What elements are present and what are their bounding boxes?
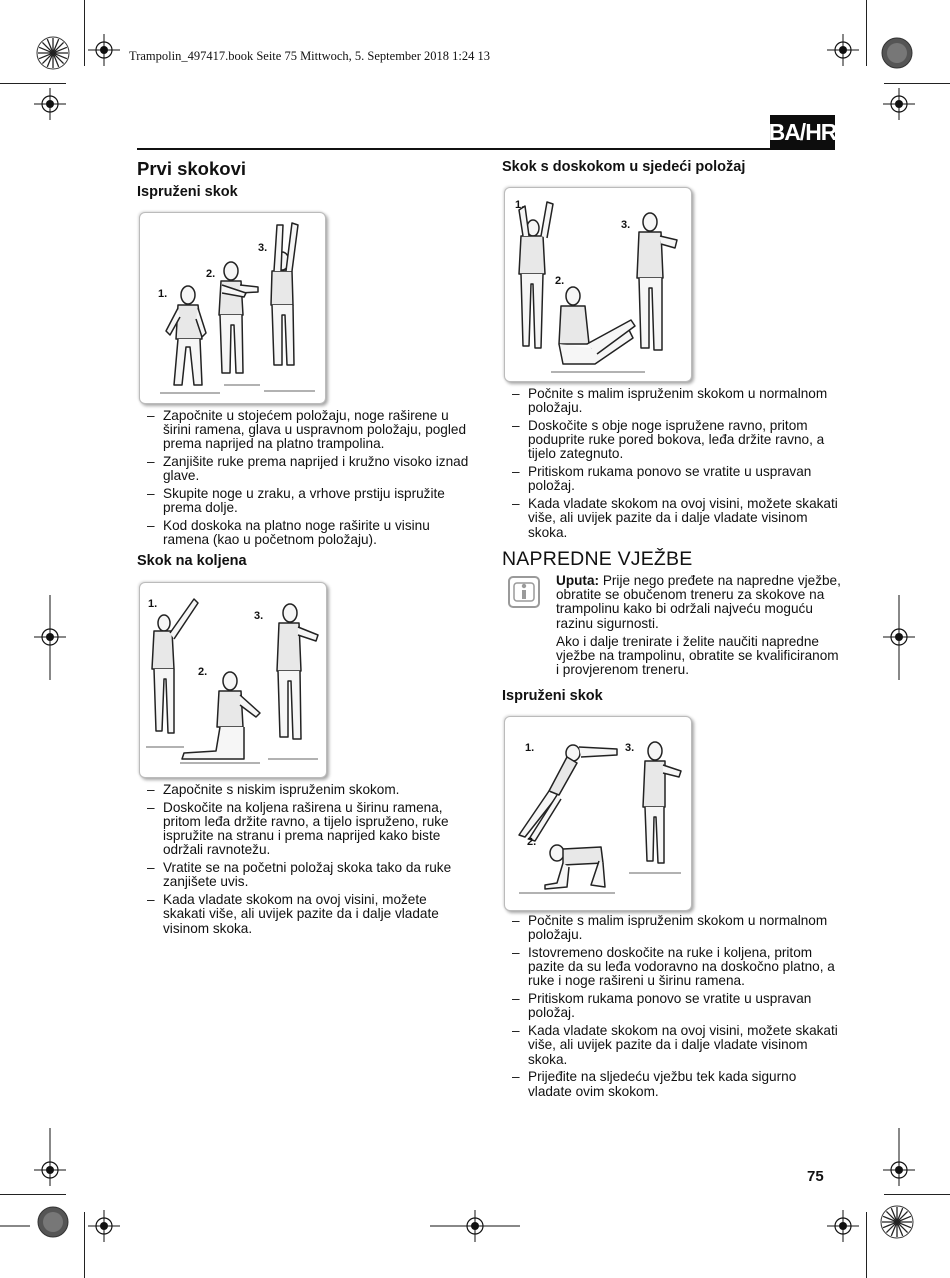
figure-label: 2. xyxy=(527,836,537,848)
figure-label: 1. xyxy=(515,199,525,211)
crosshair-icon xyxy=(88,1210,120,1242)
list-item: – Kod doskoka na platno noge raširite u visinu ramena (kao u početnom položaju). xyxy=(137,519,472,547)
list-item: – Doskočite s obje noge ispružene ravno, pritom poduprite ruke pored bokova, leđa držite ravno, a tijelo zategnuto. xyxy=(502,419,840,462)
figure-label: 3. xyxy=(625,742,635,754)
section-title: NAPREDNE VJEŽBE xyxy=(502,548,693,570)
figure-label: 2. xyxy=(206,268,216,280)
crosshair-icon xyxy=(827,1210,859,1242)
figure-label: 1. xyxy=(148,598,158,610)
info-icon xyxy=(507,575,541,609)
language-tab: BA/HR xyxy=(770,115,835,150)
figure-knee-jump xyxy=(139,582,327,778)
gray-register-icon xyxy=(882,38,912,68)
crosshair-icon xyxy=(883,1154,915,1186)
star-register-icon xyxy=(37,37,69,69)
page-title: Prvi skokovi xyxy=(137,158,247,179)
crosshair-icon xyxy=(827,34,859,66)
note-text: Prije nego pređete na napredne vježbe, obratite se obučenom treneru za skokove na trampolinu kako bi održali najveću moguću razinu sigurnosti. xyxy=(556,573,841,631)
figure-hands-knees xyxy=(504,716,692,911)
header-rule xyxy=(137,148,835,150)
section-heading: Ispruženi skok xyxy=(502,688,603,704)
list-item: – Počnite s malim ispruženim skokom u normalnom položaju. xyxy=(502,914,840,942)
instruction-list xyxy=(502,387,840,543)
straight-jump-illustration xyxy=(140,213,325,403)
list-item: – Istovremeno doskočite na ruke i koljena, pritom pazite da su leđa vodoravno na doskočno platno, a ruke i noge raširenі u širinu ramena. xyxy=(502,946,840,989)
knee-jump-illustration xyxy=(140,583,326,777)
page-number: 75 xyxy=(807,1168,824,1185)
list-item: – Doskočite na koljena raširena u širinu ramena, pritom leđa držite ravno, a tijelo ispruženo, ruke ispružite na stranu i prema naprijed kako biste održali ravnotežu. xyxy=(137,801,472,858)
instruction-list xyxy=(502,914,840,1102)
crosshair-icon xyxy=(88,34,120,66)
list-item: – Kada vladate skokom na ovoj visini, možete skakati više, ali uvijek pazite da i dalje vladate visinom skoka. xyxy=(502,497,840,540)
figure-label: 3. xyxy=(258,242,268,254)
instruction-list xyxy=(137,783,472,939)
print-slug: Trampolin_497417.book Seite 75 Mittwoch, 5. September 2018 1:24 13 xyxy=(129,49,490,63)
figure-label: 2. xyxy=(198,666,208,678)
section-heading: Skok s doskokom u sjedeći položaj xyxy=(502,159,746,175)
figure-label: 2. xyxy=(555,275,565,287)
list-item: – Vratite se na početni položaj skoka tako da ruke zanjišete uvis. xyxy=(137,861,472,889)
list-item: – Pritiskom rukama ponovo se vratite u uspravan položaj. xyxy=(502,465,840,493)
crosshair-icon xyxy=(34,1154,66,1186)
figure-label: 3. xyxy=(621,219,631,231)
list-item: – Skupite noge u zraku, a vrhove prstiju ispružite prema dolje. xyxy=(137,487,472,515)
crosshair-icon xyxy=(34,88,66,120)
crosshair-icon xyxy=(883,88,915,120)
figure-straight-jump xyxy=(139,212,326,404)
note-text-secondary: Ako i dalje trenirate i želite naučiti napredne vježbe na trampolinu, obratite se kvalificiranom i provjerenom treneru. xyxy=(556,634,839,678)
list-item: – Započnite u stojećem položaju, noge raširene u širini ramena, glava u uspravnom položaju, pogled prema naprijed na platno trampolina. xyxy=(137,409,472,452)
list-item: – Počnite s malim ispruženim skokom u normalnom položaju. xyxy=(502,387,840,415)
list-item: – Započnite s niskim ispruženim skokom. xyxy=(137,783,472,797)
list-item: – Kada vladate skokom na ovoj visini, možete skakati više, ali uvijek pazite da i dalje vladate visinom skoka. xyxy=(502,1024,840,1067)
hands-knees-illustration xyxy=(505,717,691,910)
list-item: – Zanjišite ruke prema naprijed i kružno visoko iznad glave. xyxy=(137,455,472,483)
list-item: – Kada vladate skokom na ovoj visini, možete skakati više, ali uvijek pazite da i dalje vladate visinom skoka. xyxy=(137,893,472,936)
seat-drop-illustration xyxy=(505,188,691,381)
note-label: Uputa: xyxy=(556,573,600,588)
figure-label: 1. xyxy=(158,288,168,300)
list-item: – Prijeđite na sljedeću vježbu tek kada sigurno vladate ovim skokom. xyxy=(502,1070,840,1098)
figure-label: 3. xyxy=(254,610,264,622)
gray-register-icon xyxy=(38,1207,68,1237)
figure-seat-drop xyxy=(504,187,692,382)
safety-note xyxy=(556,574,841,631)
section-heading: Ispruženi skok xyxy=(137,184,238,200)
star-register-icon xyxy=(881,1206,913,1238)
figure-label: 1. xyxy=(525,742,535,754)
list-item: – Pritiskom rukama ponovo se vratite u uspravan položaj. xyxy=(502,992,840,1020)
instruction-list xyxy=(137,409,472,551)
section-heading: Skok na koljena xyxy=(137,553,247,569)
